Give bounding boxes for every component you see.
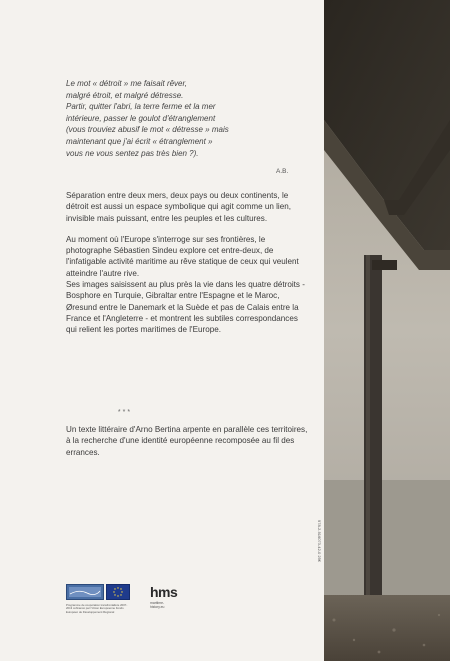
- pier-photograph-image: [324, 0, 450, 661]
- pier-photograph: [324, 0, 450, 661]
- epigraph-quote: [66, 78, 306, 159]
- quote-line: Le mot « détroit » me faisait rêver,: [66, 79, 187, 88]
- description-paragraph: Ses images saisissent au plus près la vie dans les quatre détroits - Bosphore en Turquie, Gibraltar entre l'Espagne et le Maroc, Øresund entre le Danemark et la Suède et pas de Calais entre la France et l'Angleterre - et montrent les subtiles correspondances qui relient les portes maritimes de l'Europe.: [66, 280, 305, 335]
- isbn-barcode-area: [316, 520, 322, 620]
- quote-signature: A.B.: [276, 168, 289, 175]
- eu-logo-block: [66, 584, 130, 614]
- hms-logo-block: [150, 584, 177, 609]
- quote-line: intérieure, passer le goulot d'étranglement: [66, 113, 216, 123]
- eu-flag-icon: [106, 584, 130, 600]
- quote-line: (vous trouviez abusif le mot « détresse » mais: [66, 125, 229, 135]
- author-paragraph: Un texte littéraire d'Arno Bertina arpente en parallèle ces territoires, à la recherche d'une identité européenne recomposée au fil des errances.: [66, 425, 308, 457]
- quote-line: Partir, quitter l'abri, la terre ferme et la mer: [66, 102, 216, 112]
- description-paragraph: Au moment où l'Europe s'interroge sur ses frontières, le photographe Sébastien Sindeu explore cet entre-deux, de l'infatigable activité maritime au rêve statique de ceux qui veulent atteindre l'autre rive.: [66, 234, 299, 278]
- quote-line: malgré étroit, et malgré détresse.: [66, 90, 184, 100]
- isbn-text: 978-2-916073-42-0 25€: [317, 520, 322, 563]
- hms-url: maritime-history.eu: [150, 601, 165, 609]
- eu-caption: Programme de coopération transfrontalière 2007-2013 cofinancé par l'Union Européenne Fonds Européen de Développement Régional: [66, 603, 128, 614]
- hms-logo: hms: [150, 584, 178, 600]
- interreg-logo: [66, 584, 104, 600]
- section-separator: ***: [117, 409, 133, 416]
- description-paragraph: Séparation entre deux mers, deux pays ou deux continents, le détroit est aussi un espace symbolique qui agit comme un lien, invisible mais puissant, entre les peuples et les cultures.: [66, 191, 291, 223]
- description-text: [66, 190, 310, 346]
- quote-line: maintenant que j'ai écrit « étranglement »: [66, 136, 213, 146]
- quote-line: vous ne vous sentez pas très bien ?).: [66, 148, 199, 158]
